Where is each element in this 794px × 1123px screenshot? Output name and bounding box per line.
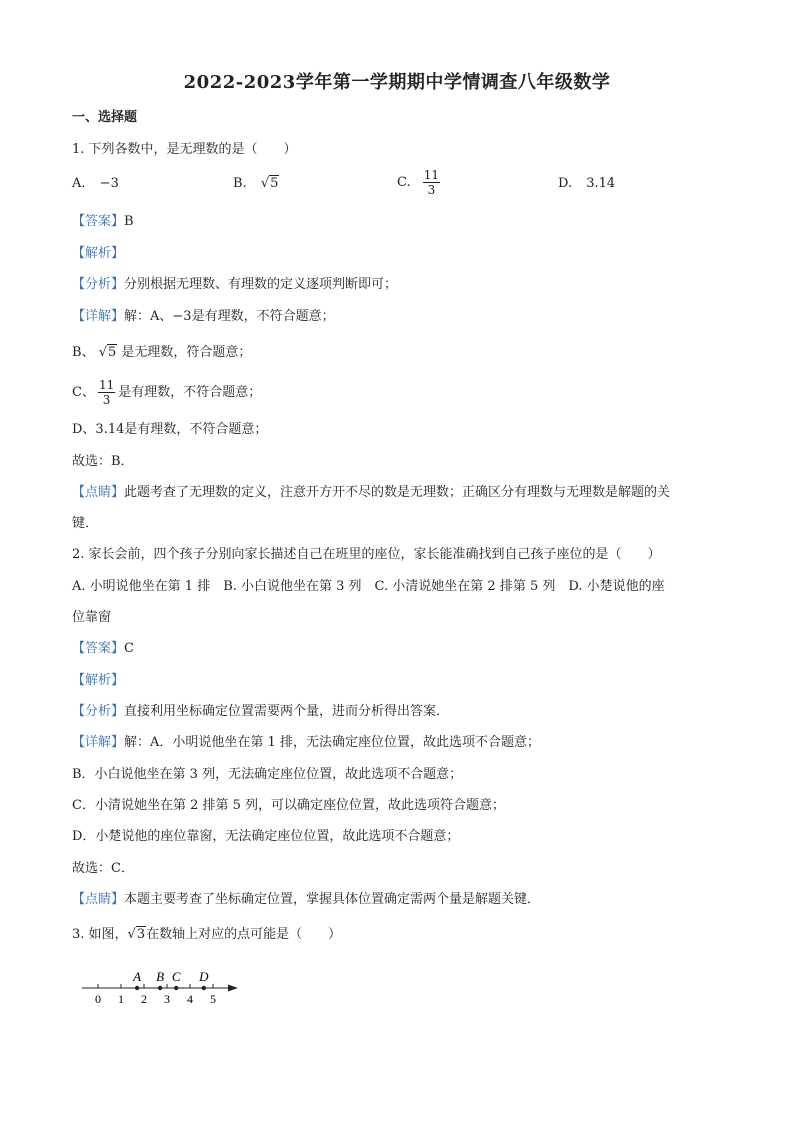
q1-analysis-tag — [72, 245, 124, 263]
number-line-point-label: C — [171, 969, 181, 984]
q1-line-b-radicand: 5 — [108, 345, 117, 360]
fraction — [98, 378, 115, 407]
sqrt-symbol: √5 — [98, 345, 117, 360]
q1-option-d-label: D. — [558, 176, 573, 191]
dianjing-tag: 【点睛】 — [72, 485, 125, 500]
q2-answer — [72, 640, 134, 658]
q3-stem — [72, 926, 341, 944]
q1-dianjing-cont: 键． — [72, 516, 99, 531]
q2-stem: 2. 家长会前，四个孩子分别向家长描述自己在班里的座位，家长能准确找到自己孩子座位的是（ ） — [72, 547, 661, 562]
q1-line-b-prefix: B、 — [72, 345, 95, 360]
answer-tag: 【答案】 — [72, 214, 125, 229]
q1-option-b-label: B. — [233, 176, 247, 191]
q1-option-d — [558, 176, 615, 191]
q1-line-c-denominator: 3 — [102, 393, 111, 407]
q1-option-d-value: 3.14 — [586, 176, 616, 191]
q1-xiangjie-text: 解：A、−3是有理数，不符合题意； — [124, 309, 335, 324]
q1-fenxi — [72, 276, 397, 294]
q1-option-b-radicand: 5 — [270, 176, 279, 191]
number-line-point-label: B — [156, 969, 165, 984]
q1-option-a — [72, 176, 119, 191]
analysis-tag: 【解析】 — [72, 673, 125, 688]
number-line-point-label: A — [133, 969, 142, 984]
q2-options: A. 小明说他坐在第 1 排 B. 小白说他坐在第 3 列 C. 小清说她坐在第 2 排第 5 列 D. 小楚说他的座 — [72, 579, 665, 594]
q1-option-c-label: C. — [397, 175, 411, 190]
number-line-point — [158, 986, 162, 990]
q1-option-b — [233, 176, 279, 191]
fraction — [423, 168, 440, 197]
q1-option-a-value: −3 — [99, 176, 119, 191]
q1-xiangjie — [72, 308, 335, 326]
page-title: 2022-2023学年第一学期期中学情调查八年级数学 — [183, 72, 611, 93]
q1-option-c-numerator: 11 — [423, 168, 440, 182]
q1-choose: 故选：B． — [72, 454, 134, 469]
q2-choose: 故选：C． — [72, 861, 134, 876]
q2-dianjing-text: 本题主要考查了坐标确定位置，掌握具体位置确定需两个量是解题关键． — [124, 892, 541, 907]
q2-options-cont: 位靠窗 — [72, 610, 112, 625]
q2-fenxi-text: 直接利用坐标确定位置需要两个量，进而分析得出答案． — [124, 704, 450, 719]
q1-option-c-denominator: 3 — [427, 183, 436, 197]
q2-analysis-tag — [72, 672, 124, 690]
answer-tag: 【答案】 — [72, 641, 125, 656]
fenxi-tag: 【分析】 — [72, 704, 125, 719]
number-line-tick-label: 2 — [141, 992, 147, 1006]
number-line-figure — [78, 962, 248, 1008]
q1-line-d: D、3.14是有理数，不符合题意； — [72, 422, 268, 437]
number-line-point — [174, 986, 178, 990]
q1-dianjing-text: 此题考查了无理数的定义，注意开方开不尽的数是无理数；正确区分有理数与无理数是解题的关 — [124, 485, 671, 500]
number-line-tick-label: 0 — [95, 992, 101, 1006]
q3-stem-text: 在数轴上对应的点可能是（ ） — [146, 927, 342, 942]
section-heading: 一、选择题 — [72, 110, 138, 125]
q1-line-c-prefix: C、 — [72, 385, 95, 400]
analysis-tag: 【解析】 — [72, 246, 125, 261]
q1-line-c-text: 是有理数，不符合题意； — [118, 385, 262, 400]
q1-line-b — [72, 344, 251, 362]
sqrt-symbol: √3 — [127, 927, 146, 942]
sqrt-symbol: √5 — [260, 176, 279, 191]
xiangjie-tag: 【详解】 — [72, 309, 125, 324]
q2-xiangjie — [72, 734, 540, 752]
axis-arrow-icon — [228, 985, 238, 992]
q1-option-a-label: A. — [72, 176, 86, 191]
q3-stem-prefix: 3. 如图， — [72, 927, 128, 942]
number-line-tick-label: 3 — [164, 992, 170, 1006]
q1-option-c — [397, 168, 443, 197]
q1-answer — [72, 213, 134, 231]
fenxi-tag: 【分析】 — [72, 277, 125, 292]
q1-line-c-numerator: 11 — [98, 378, 115, 392]
number-line-tick-label: 4 — [187, 992, 193, 1006]
q1-line-c — [72, 375, 261, 411]
number-line-point — [135, 986, 139, 990]
q1-line-b-text: 是无理数，符合题意； — [121, 345, 252, 360]
q1-fenxi-text: 分别根据无理数、有理数的定义逐项判断即可； — [124, 277, 398, 292]
dianjing-tag: 【点睛】 — [72, 892, 125, 907]
q3-stem-radicand: 3 — [136, 927, 146, 942]
q1-stem: 1. 下列各数中，是无理数的是（ ） — [72, 142, 297, 157]
q1-dianjing — [72, 484, 670, 502]
number-line-point — [202, 986, 206, 990]
xiangjie-tag: 【详解】 — [72, 735, 125, 750]
q2-dianjing — [72, 891, 540, 909]
q1-answer-value: B — [124, 214, 134, 229]
q2-line-b: B．小白说他坐在第 3 列，无法确定座位位置，故此选项不合题意； — [72, 767, 463, 782]
number-line-point-label: D — [199, 969, 209, 984]
q2-fenxi — [72, 703, 449, 721]
q2-line-d: D．小楚说他的座位靠窗，无法确定座位位置，故此选项不合题意； — [72, 829, 460, 844]
q2-xiangjie-text: 解：A．小明说他坐在第 1 排，无法确定座位位置，故此选项不合题意； — [124, 735, 540, 750]
number-line-tick-label: 5 — [210, 992, 216, 1006]
number-line-tick-label: 1 — [118, 992, 124, 1006]
q2-answer-value: C — [124, 641, 134, 656]
q2-line-c: C．小清说她坐在第 2 排第 5 列，可以确定座位位置，故此选项符合题意； — [72, 798, 506, 813]
